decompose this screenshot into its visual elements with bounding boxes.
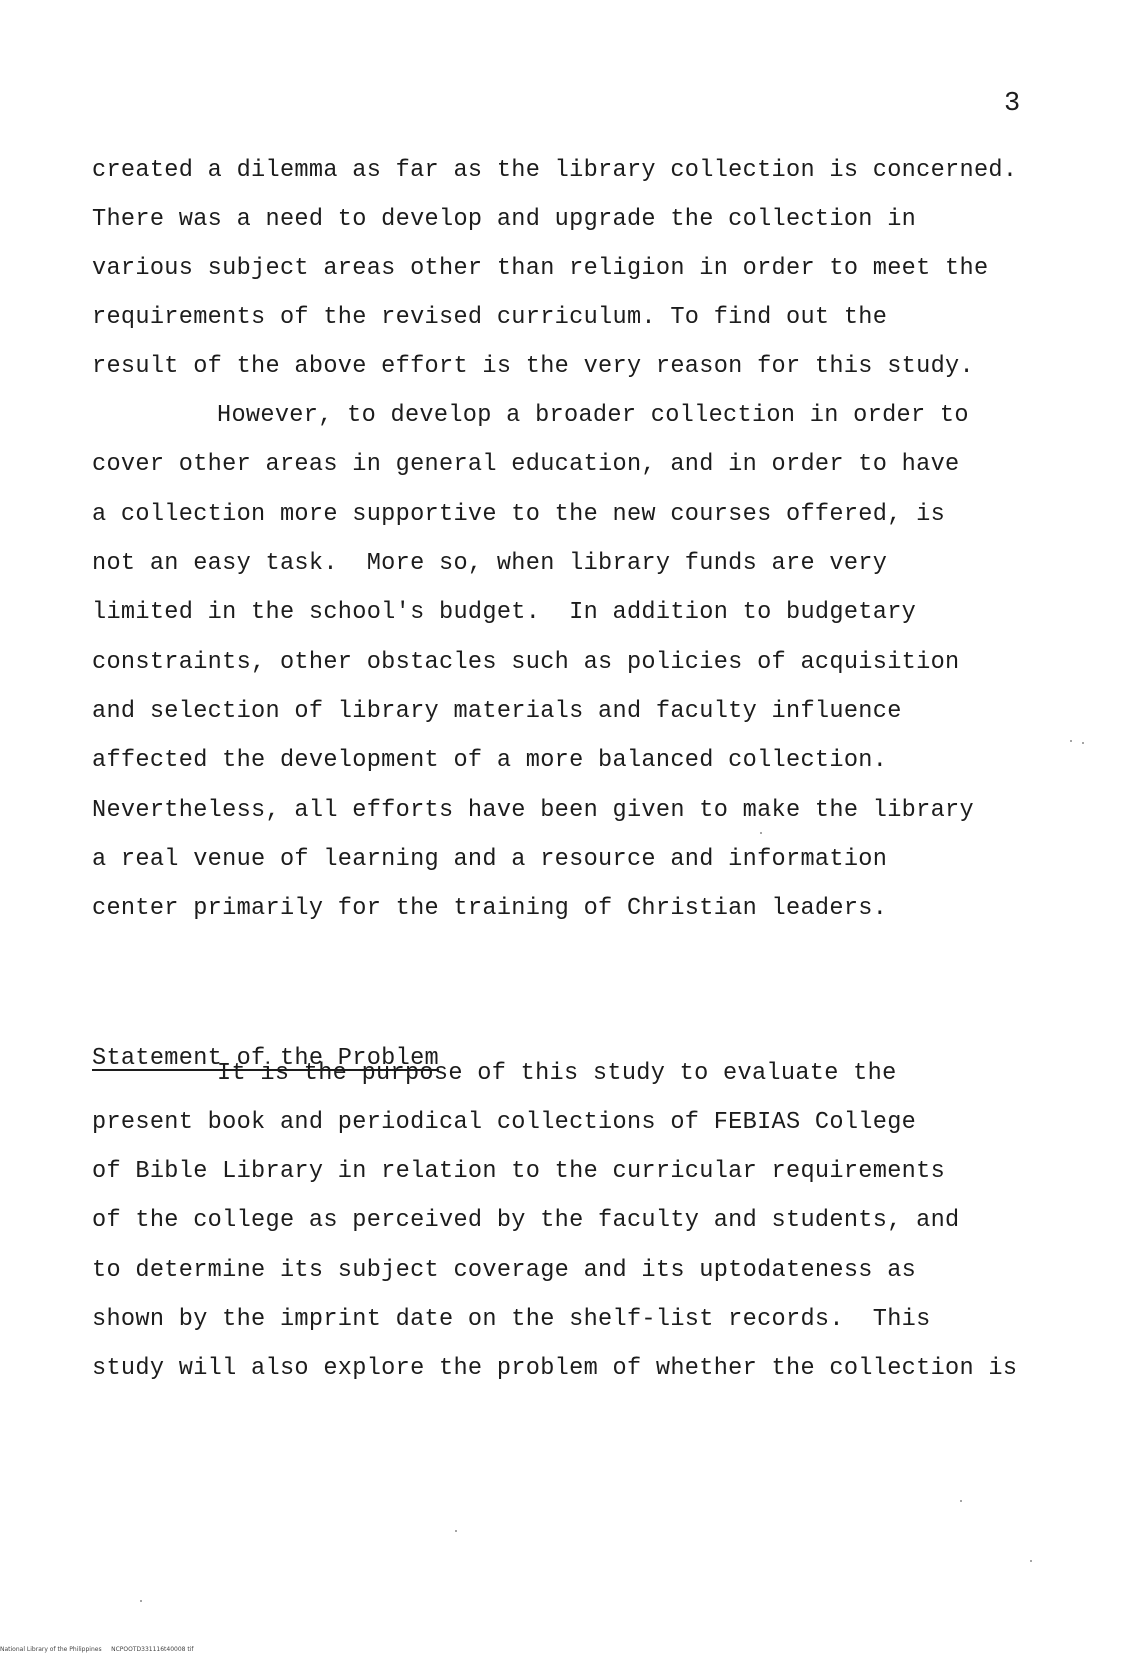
paragraph-2-line-3: a collection more supportive to the new courses offered, is bbox=[92, 501, 946, 528]
paragraph-2-line-9: Nevertheless, all efforts have been given to make the library bbox=[92, 797, 974, 824]
page-number: 3 bbox=[1004, 89, 1021, 119]
paragraph-2-line-10: a real venue of learning and a resource and information bbox=[92, 846, 888, 873]
paragraph-3-line-4: of the college as perceived by the faculty and students, and bbox=[92, 1207, 960, 1234]
paragraph-1-line-4: requirements of the revised curriculum. To find out the bbox=[92, 304, 888, 331]
paragraph-3-line-1: It is the purpose of this study to evaluate the bbox=[217, 1060, 897, 1087]
paragraph-1-line-5: result of the above effort is the very reason for this study. bbox=[92, 353, 974, 380]
paragraph-2-line-11: center primarily for the training of Christian leaders. bbox=[92, 895, 888, 922]
paragraph-2-line-4: not an easy task. More so, when library funds are very bbox=[92, 550, 888, 577]
paragraph-1-line-2: There was a need to develop and upgrade the collection in bbox=[92, 206, 917, 233]
paragraph-2-line-5: limited in the school's budget. In addition to budgetary bbox=[92, 599, 917, 626]
paragraph-3-line-6: shown by the imprint date on the shelf-list records. This bbox=[92, 1306, 931, 1333]
scan-speck bbox=[1030, 1560, 1032, 1562]
paragraph-1-line-3: various subject areas other than religion in order to meet the bbox=[92, 255, 989, 282]
paragraph-3-line-2: present book and periodical collections of FEBIAS College bbox=[92, 1109, 917, 1136]
paragraph-3-line-5: to determine its subject coverage and its uptodateness as bbox=[92, 1257, 917, 1284]
paragraph-3-line-7: study will also explore the problem of whether the collection is bbox=[92, 1355, 1018, 1382]
section-heading: Statement of the Problem bbox=[92, 1045, 440, 1072]
scan-footer: National Library of the Philippines NCPOOTD331116t40008 tif bbox=[0, 1646, 194, 1653]
scan-speck bbox=[1070, 740, 1072, 742]
paragraph-2-line-1: However, to develop a broader collection in order to bbox=[217, 402, 969, 429]
paragraph-2-line-2: cover other areas in general education, and in order to have bbox=[92, 451, 960, 478]
paragraph-1-line-1: created a dilemma as far as the library collection is concerned. bbox=[92, 157, 1018, 184]
paragraph-2-line-6: constraints, other obstacles such as policies of acquisition bbox=[92, 649, 960, 676]
paragraph-3-line-3: of Bible Library in relation to the curricular requirements bbox=[92, 1158, 946, 1185]
scan-speck bbox=[960, 1500, 962, 1502]
scan-speck bbox=[455, 1530, 457, 1532]
scan-speck bbox=[140, 1600, 142, 1602]
scan-speck bbox=[1082, 742, 1084, 744]
paragraph-2-line-7: and selection of library materials and faculty influence bbox=[92, 698, 902, 725]
scan-speck bbox=[760, 832, 762, 834]
paragraph-2-line-8: affected the development of a more balanced collection. bbox=[92, 747, 888, 774]
